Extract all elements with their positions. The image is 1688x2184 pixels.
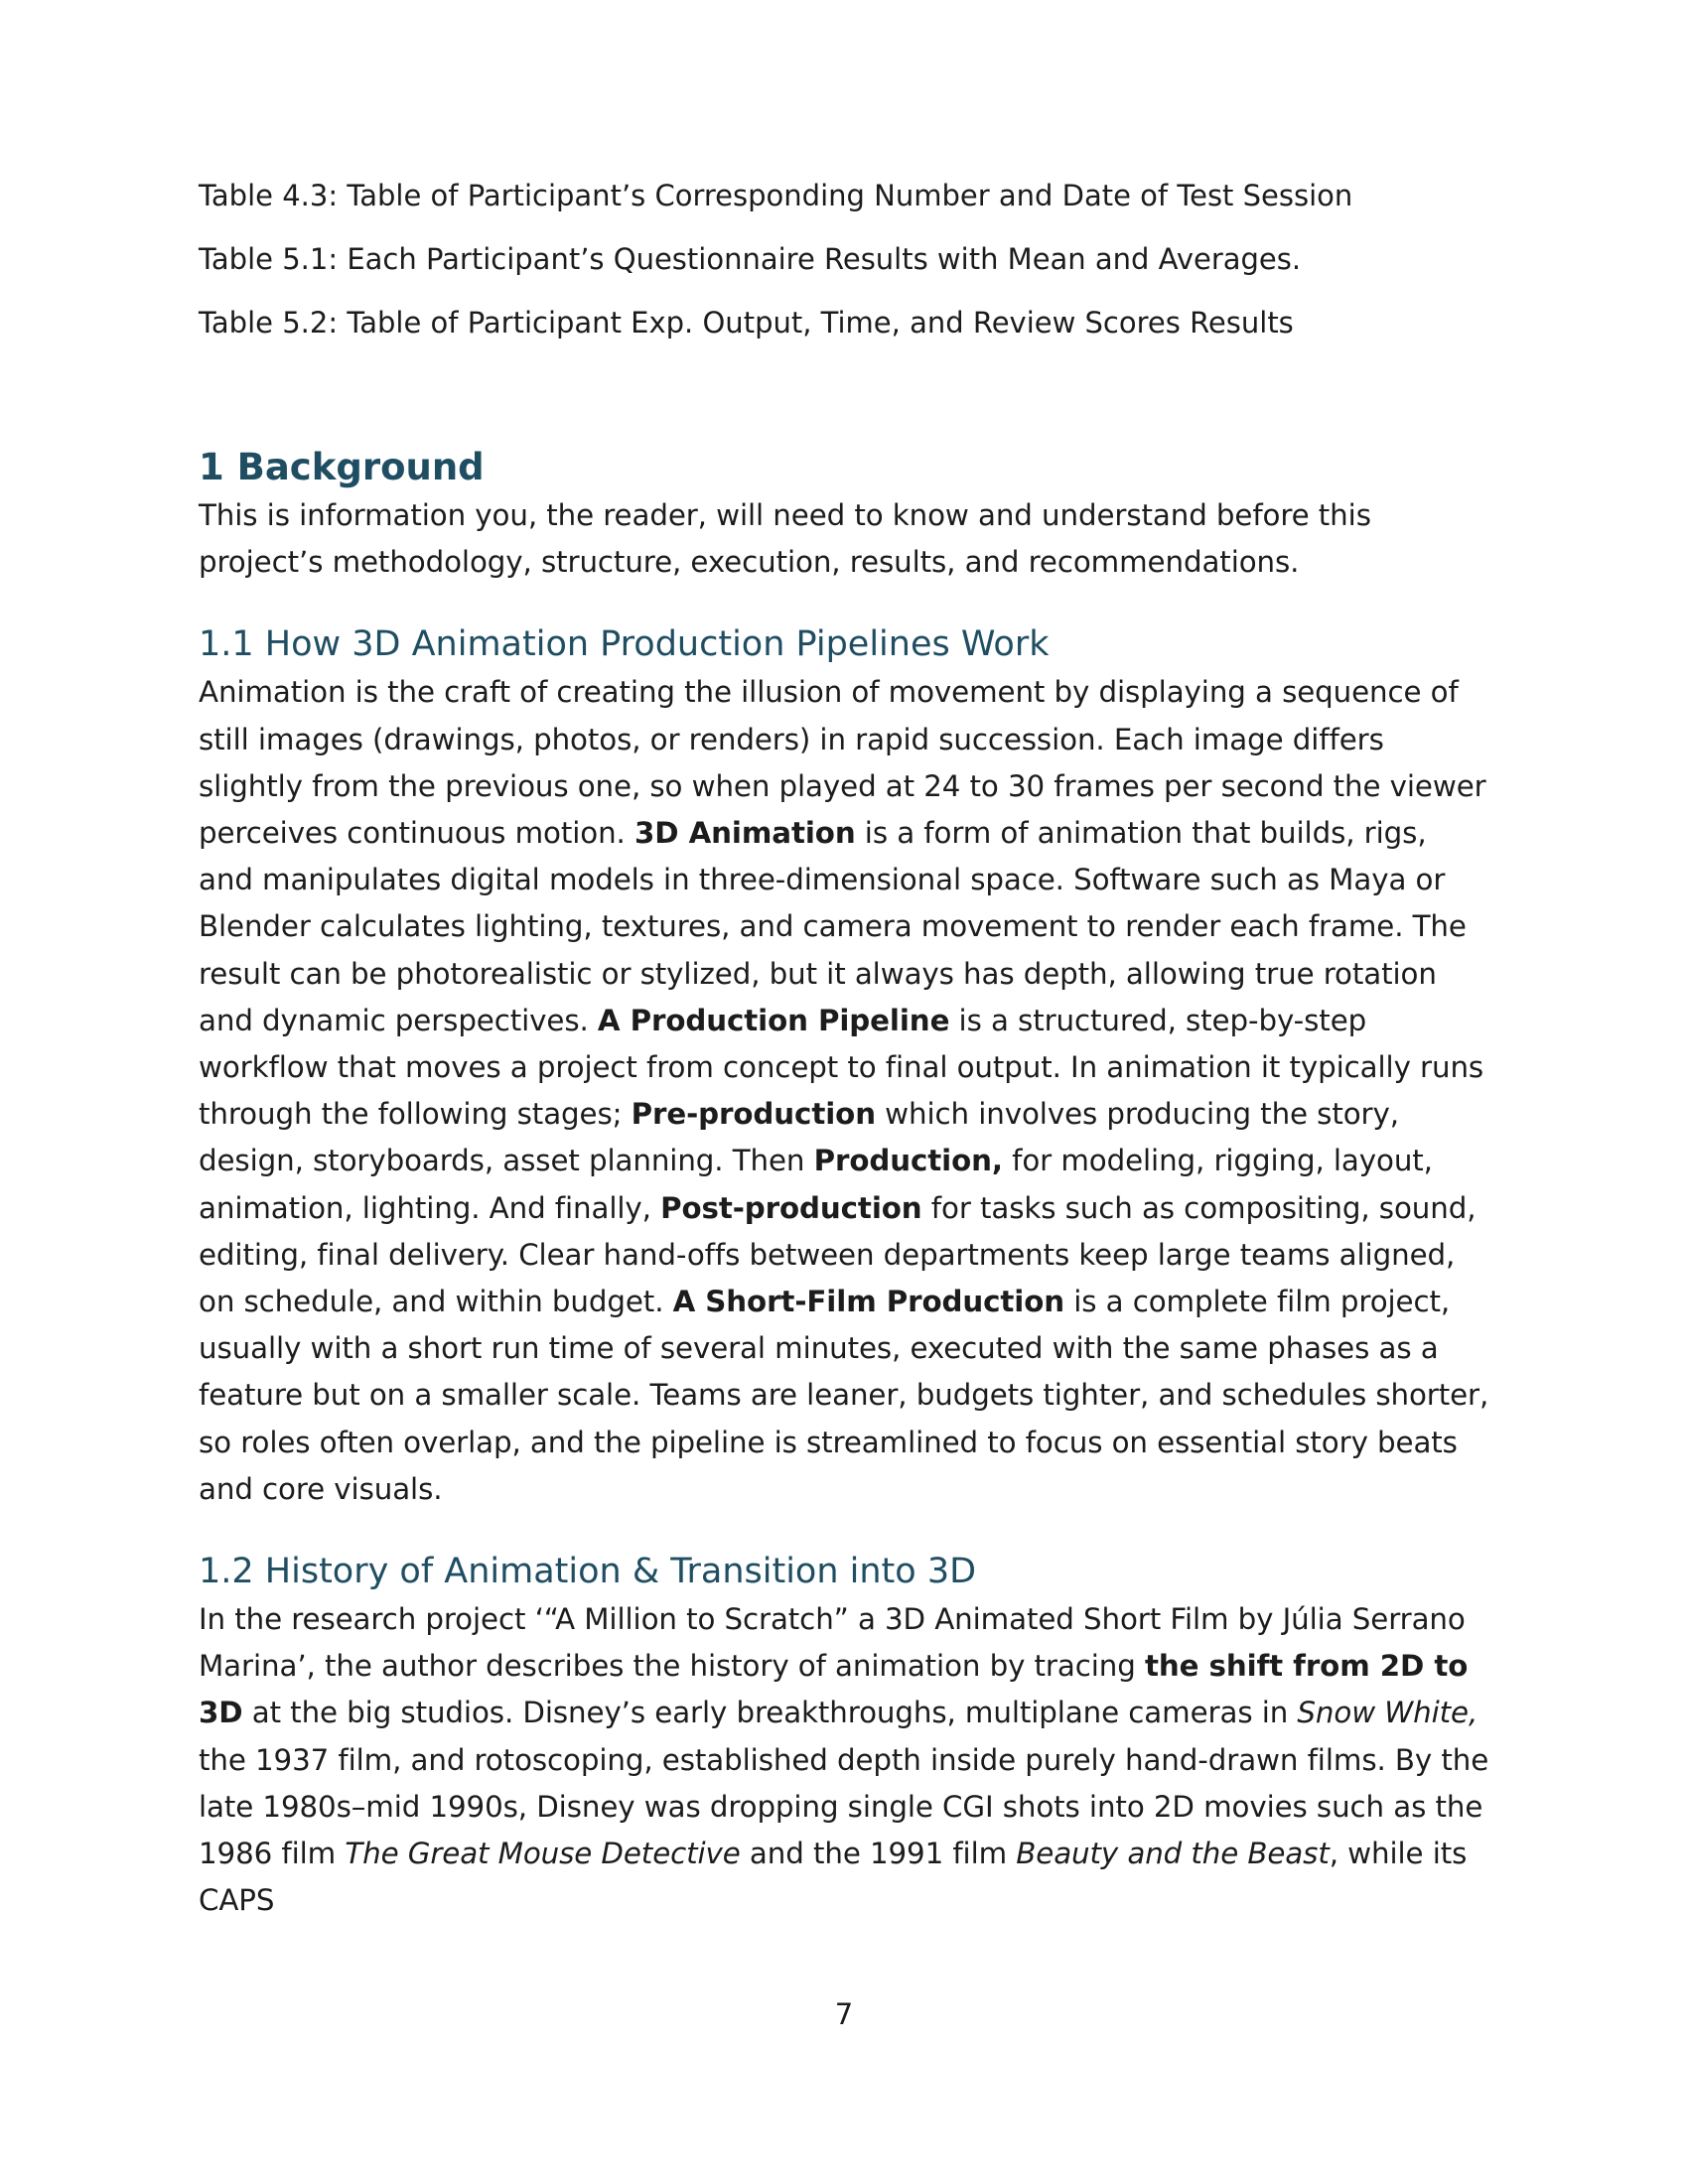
text-run: at the big studios. Disney’s early breakthroughs, multiplane cameras in (242, 1696, 1298, 1730)
subsection-heading-pipelines: 1.1 How 3D Animation Production Pipelines Work (199, 624, 1050, 665)
text-run: and the 1991 film (740, 1837, 1017, 1871)
text-run: is a complete film project, usually with a short run time of several minutes, executed with the same phases as a feature but on a smaller scale. Teams are leaner, budgets tighter, and schedules shorter, so roles often overlap, and the pipeline is streamlined to focus on essential story beats and core visuals. (199, 1285, 1489, 1506)
section-heading-background: 1 Background (199, 446, 485, 488)
text-run: for modeling, rigging, layout, animation, lighting. And finally, (199, 1144, 1433, 1225)
film-title-snow-white: Snow White, (1297, 1696, 1478, 1730)
history-paragraph (199, 1596, 1489, 1924)
film-title-great-mouse-detective: The Great Mouse Detective (345, 1837, 741, 1871)
subsection-heading-history: 1.2 History of Animation & Transition into 3D (199, 1552, 977, 1592)
toc-entry-table-5-2: Table 5.2: Table of Participant Exp. Output, Time, and Review Scores Results (199, 306, 1294, 340)
text-run: , while its CAPS (199, 1837, 1468, 1918)
film-title-beauty-and-the-beast: Beauty and the Beast (1016, 1837, 1330, 1871)
text-run: is a structured, step-by-step workflow that moves a project from concept to final output. In animation it typically runs through the following stages; (199, 1003, 1484, 1132)
text-run: is a form of animation that builds, rigs, and manipulates digital models in three-dimensional space. Software such as Maya or Blender calculates lighting, textures, and camera movement to render each frame. The result can be photorealistic or stylized, but it always has depth, allowing true rotation and dynamic perspectives. (199, 816, 1467, 1037)
term-post-production: Post-production (660, 1190, 922, 1225)
text-run: for tasks such as compositing, sound, editing, final delivery. Clear hand-offs between departments keep large teams aligned, on schedule, and within budget. (199, 1190, 1477, 1319)
page-content (199, 177, 1489, 1924)
term-3d-animation: 3D Animation (633, 816, 856, 851)
term-pre-production: Pre-production (631, 1097, 876, 1132)
toc-entry-table-5-1: Table 5.1: Each Participant’s Questionnaire Results with Mean and Averages. (199, 242, 1302, 276)
term-production: Production, (813, 1144, 1003, 1178)
list-of-tables (199, 177, 1489, 341)
toc-entry-table-4-3: Table 4.3: Table of Participant’s Corresponding Number and Date of Test Session (199, 179, 1353, 212)
page-number: 7 (834, 1997, 854, 2031)
pipelines-paragraph (199, 669, 1489, 1513)
term-production-pipeline: A Production Pipeline (597, 1003, 950, 1037)
text-run: Animation is the craft of creating the illusion of movement by displaying a sequence of still images (drawings, photos, or renders) in rapid succession. Each image differs slightly from the previous one, so when played at 24 to 30 frames per second the viewer perceives continuous motion. (199, 675, 1486, 851)
term-shift-2d-to-3d: the shift from 2D to 3D (199, 1649, 1469, 1730)
text-run: In the research project ‘“A Million to Scratch” a 3D Animated Short Film by Júlia Serrano Marina’, the author describes the history of animation by tracing (199, 1602, 1466, 1684)
text-run: the 1937 film, and rotoscoping, established depth inside purely hand-drawn films. By the late 1980s–mid 1990s, Disney was dropping single CGI shots into 2D movies such as the 1986 film (199, 1742, 1489, 1871)
term-short-film-production: A Short-Film Production (672, 1285, 1064, 1319)
background-intro-paragraph: This is information you, the reader, will need to know and understand before this project’s methodology, structure, execution, results, and recommendations. (199, 498, 1371, 580)
text-run: which involves producing the story, design, storyboards, asset planning. Then (199, 1097, 1399, 1178)
